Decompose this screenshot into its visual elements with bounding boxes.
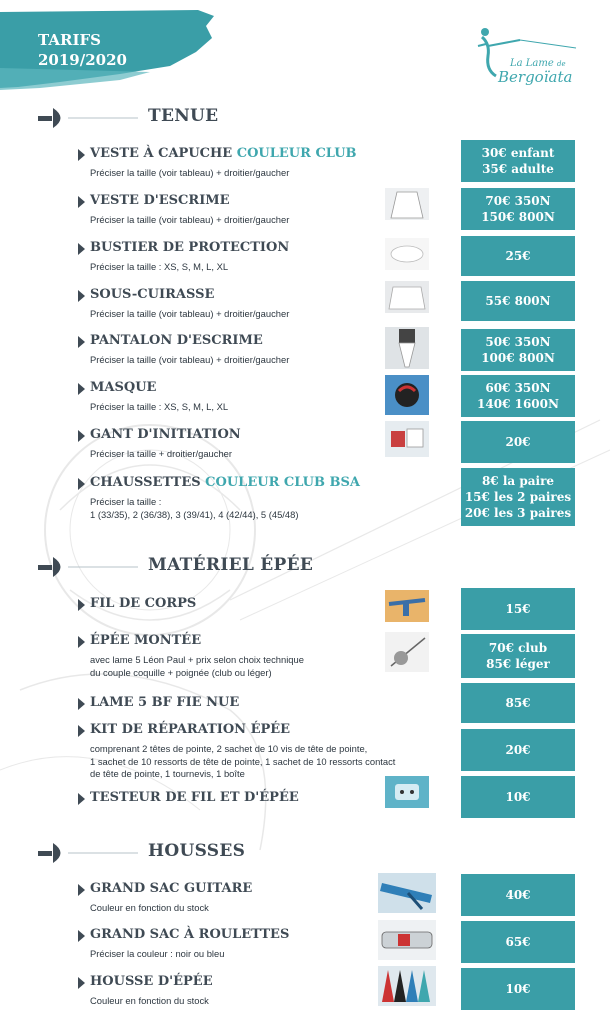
bullet-icon <box>78 930 85 942</box>
bullet-icon <box>78 793 85 805</box>
bullet-icon <box>78 977 85 989</box>
bullet-icon <box>78 636 85 648</box>
item-description: Préciser la taille (voir tableau) + droitier/gaucher <box>90 214 290 225</box>
item-title: MASQUE <box>90 380 157 395</box>
section-title: TENUE <box>148 106 219 126</box>
item-title: ÉPÉE MONTÉE <box>90 633 202 648</box>
item-description: Préciser la taille (voir tableau) + droitier/gaucher <box>90 167 290 178</box>
price-box: 65€ <box>461 921 575 963</box>
item-title: BUSTIER DE PROTECTION <box>90 240 290 255</box>
price-box: 60€ 350N 140€ 1600N <box>461 375 575 417</box>
section-marker-icon <box>38 841 138 865</box>
bullet-icon <box>78 698 85 710</box>
bullet-icon <box>78 884 85 896</box>
price-box: 40€ <box>461 874 575 916</box>
bullet-icon <box>78 383 85 395</box>
tester-photo-icon <box>385 776 429 808</box>
rolling-bag-photo-icon <box>378 920 436 960</box>
bullet-icon <box>78 725 85 737</box>
item-description: comprenant 2 têtes de pointe, 2 sachet de 10 vis de tête de pointe, 1 sachet de 10 ressorts de tête de pointe, 1 sachet de 10 ressorts contact de tête de pointe, 1 tournevis, 1 boîte <box>90 743 396 779</box>
item-description: Couleur en fonction du stock <box>90 995 209 1006</box>
item-title: GRAND SAC À ROULETTES <box>90 927 290 942</box>
bullet-icon <box>78 599 85 611</box>
item-description: Préciser la taille : 1 (33/35), 2 (36/38), 3 (39/41), 4 (42/44), 5 (45/48) <box>90 496 299 520</box>
price-box: 20€ <box>461 421 575 463</box>
item-title: CHAUSSETTES COULEUR CLUB BSA <box>90 475 360 490</box>
price-box: 30€ enfant 35€ adulte <box>461 140 575 182</box>
bullet-icon <box>78 149 85 161</box>
jacket-photo-icon <box>385 188 429 220</box>
bullet-icon <box>78 243 85 255</box>
guitar-bag-photo-icon <box>378 873 436 913</box>
price-box: 15€ <box>461 588 575 630</box>
item-description: Préciser la taille : XS, S, M, L, XL <box>90 261 229 272</box>
bullet-icon <box>78 290 85 302</box>
item-title: VESTE D'ESCRIME <box>90 193 230 208</box>
undershirt-photo-icon <box>385 281 429 313</box>
item-title: VESTE À CAPUCHE COULEUR CLUB <box>90 146 357 161</box>
bodywire-photo-icon <box>385 590 429 622</box>
item-description: Préciser la taille + droitier/gaucher <box>90 448 232 459</box>
epee-photo-icon <box>385 632 429 672</box>
price-box: 55€ 800N <box>461 281 575 321</box>
item-title: GANT D'INITIATION <box>90 427 241 442</box>
bustier-photo-icon <box>385 238 429 270</box>
mask-photo-icon <box>385 375 429 415</box>
price-box: 50€ 350N 100€ 800N <box>461 329 575 371</box>
item-title: LAME 5 BF FIE NUE <box>90 695 240 710</box>
price-box: 10€ <box>461 968 575 1010</box>
item-description: Préciser la couleur : noir ou bleu <box>90 948 225 959</box>
bullet-icon <box>78 196 85 208</box>
item-title: TESTEUR DE FIL ET D'ÉPÉE <box>90 790 299 805</box>
price-box: 8€ la paire 15€ les 2 paires 20€ les 3 paires <box>461 468 575 526</box>
price-box: 20€ <box>461 729 575 771</box>
item-title: PANTALON D'ESCRIME <box>90 333 263 348</box>
epee-cover-photo-icon <box>378 966 436 1006</box>
item-title: KIT DE RÉPARATION ÉPÉE <box>90 722 291 737</box>
pants-photo-icon <box>385 327 429 369</box>
logo-text: La Lame de <box>510 58 566 69</box>
bullet-icon <box>78 430 85 442</box>
item-description: Couleur en fonction du stock <box>90 902 209 913</box>
item-description: Préciser la taille : XS, S, M, L, XL <box>90 401 229 412</box>
price-box: 25€ <box>461 236 575 276</box>
section-title: HOUSSES <box>148 841 246 861</box>
item-description: Préciser la taille (voir tableau) + droitier/gaucher <box>90 354 290 365</box>
bullet-icon <box>78 478 85 490</box>
glove-photo-icon <box>385 421 429 457</box>
item-title: HOUSSE D'ÉPÉE <box>90 974 213 989</box>
item-description: avec lame 5 Léon Paul + prix selon choix technique du couple coquille + poignée (club ou léger) <box>90 654 304 678</box>
price-box: 85€ <box>461 683 575 723</box>
item-description: Préciser la taille (voir tableau) + droitier/gaucher <box>90 308 290 319</box>
section-marker-icon <box>38 555 138 579</box>
price-box: 70€ club 85€ léger <box>461 634 575 678</box>
section-title: MATÉRIEL ÉPÉE <box>148 555 314 575</box>
price-box: 70€ 350N 150€ 800N <box>461 188 575 230</box>
page-title: TARIFS 2019/2020 <box>38 31 127 69</box>
item-title: GRAND SAC GUITARE <box>90 881 253 896</box>
item-title: SOUS-CUIRASSE <box>90 287 215 302</box>
section-marker-icon <box>38 106 138 130</box>
bullet-icon <box>78 336 85 348</box>
item-title: FIL DE CORPS <box>90 596 197 611</box>
logo-text-name: Bergoïata <box>498 68 573 86</box>
price-box: 10€ <box>461 776 575 818</box>
